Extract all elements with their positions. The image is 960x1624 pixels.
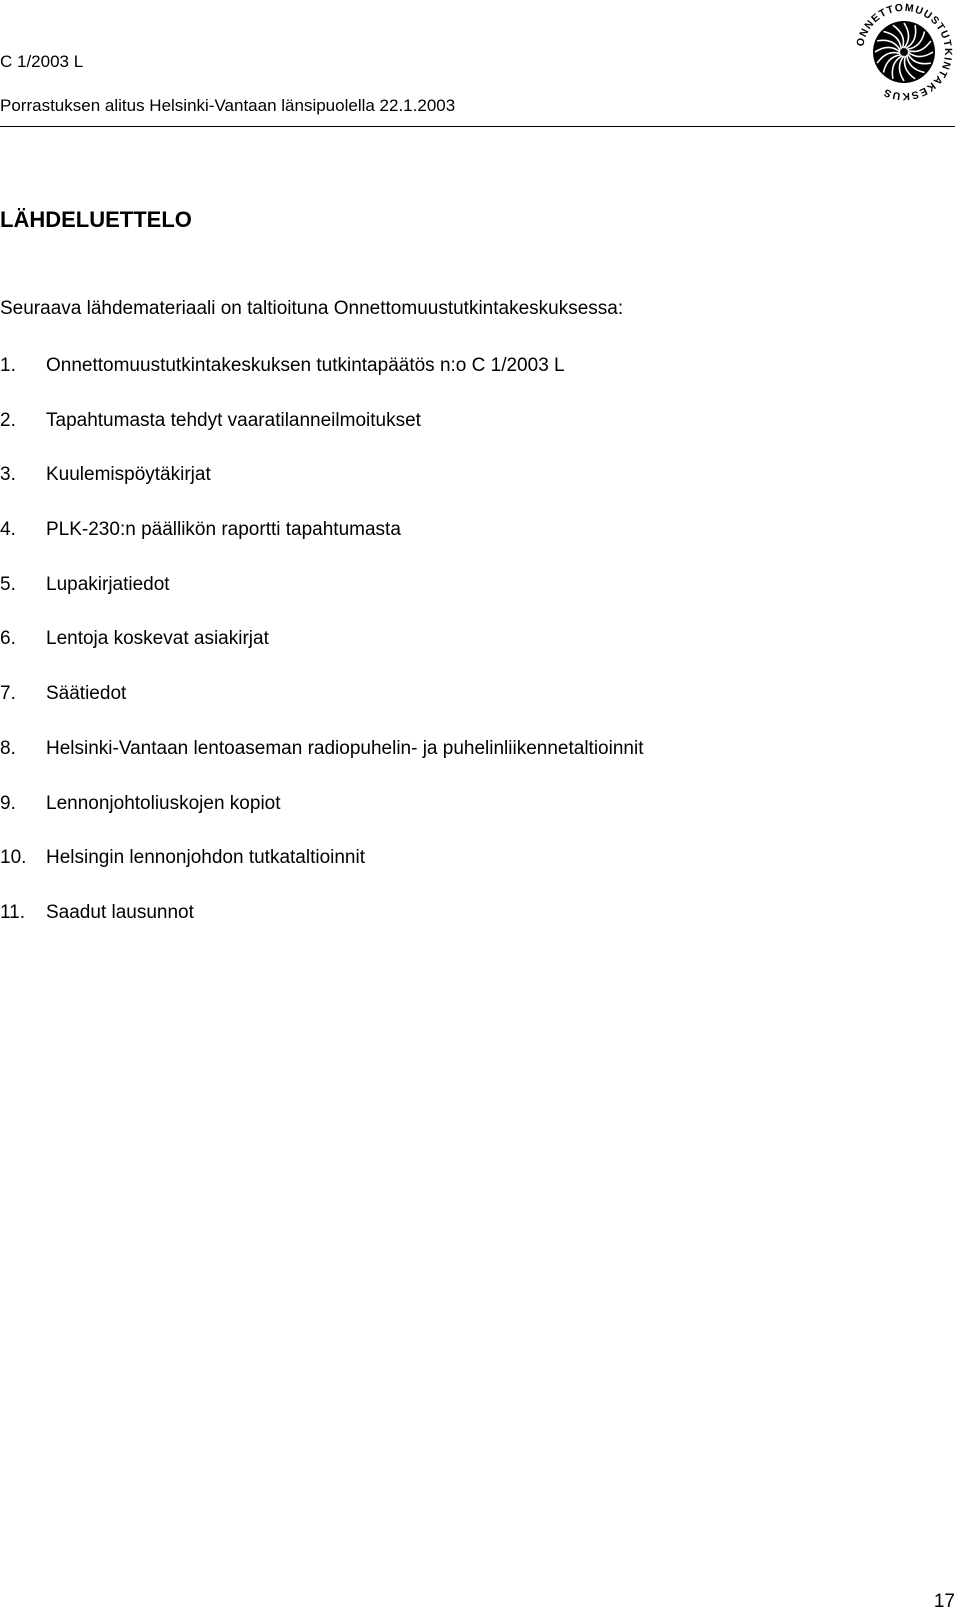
section-heading: LÄHDELUETTELO — [0, 207, 192, 232]
item-text: Kuulemispöytäkirjat — [46, 464, 211, 486]
page-header — [0, 0, 955, 127]
list-item — [0, 847, 643, 902]
item-text: Lennonjohtoliuskojen kopiot — [46, 792, 281, 814]
item-number: 3. — [0, 464, 16, 486]
report-title: Porrastuksen alitus Helsinki-Vantaan länsipuolella 22.1.2003 — [0, 96, 456, 115]
item-number: 9. — [0, 792, 16, 814]
list-item — [0, 519, 643, 574]
item-text: Helsinki-Vantaan lentoaseman radiopuhelin- ja puhelinliikennetaltioinnit — [46, 737, 644, 759]
item-number: 11. — [0, 901, 26, 923]
item-text: Tapahtumasta tehdyt vaaratilanneilmoitukset — [46, 409, 421, 431]
list-item — [0, 355, 643, 410]
list-item — [0, 410, 643, 465]
item-number: 6. — [0, 628, 16, 650]
item-text: Lupakirjatiedot — [46, 573, 170, 595]
item-text: Lentoja koskevat asiakirjat — [46, 628, 269, 650]
list-item — [0, 683, 643, 738]
onnettomuustutkintakeskus-seal-logo — [852, 0, 956, 104]
intro-text: Seuraava lähdemateriaali on taltioituna Onnettomuustutkintakeskuksessa: — [0, 298, 624, 319]
item-text: PLK-230:n päällikön raportti tapahtumasta — [46, 519, 401, 541]
source-list — [0, 355, 643, 957]
item-text: Onnettomuustutkintakeskuksen tutkintapäätös n:o C 1/2003 L — [46, 355, 565, 376]
item-number: 4. — [0, 519, 16, 541]
item-number: 5. — [0, 573, 16, 595]
list-item — [0, 902, 643, 957]
svg-text:ONNETTOMUUSTUTKINTAKESKUS: ONNETTOMUUSTUTKINTAKESKUS — [854, 1, 955, 103]
item-number: 1. — [0, 355, 16, 376]
list-item — [0, 628, 643, 683]
list-item — [0, 464, 643, 519]
item-number: 8. — [0, 737, 16, 759]
list-item — [0, 793, 643, 848]
item-number: 7. — [0, 683, 16, 705]
item-number: 2. — [0, 409, 16, 431]
list-item — [0, 738, 643, 793]
page-number: 17 — [933, 1591, 955, 1612]
item-text: Säätiedot — [46, 683, 127, 705]
list-item — [0, 574, 643, 629]
item-number: 10. — [0, 847, 27, 869]
report-code: C 1/2003 L — [0, 52, 84, 71]
item-text: Helsingin lennonjohdon tutkataltioinnit — [46, 847, 366, 869]
item-text: Saadut lausunnot — [46, 901, 194, 923]
